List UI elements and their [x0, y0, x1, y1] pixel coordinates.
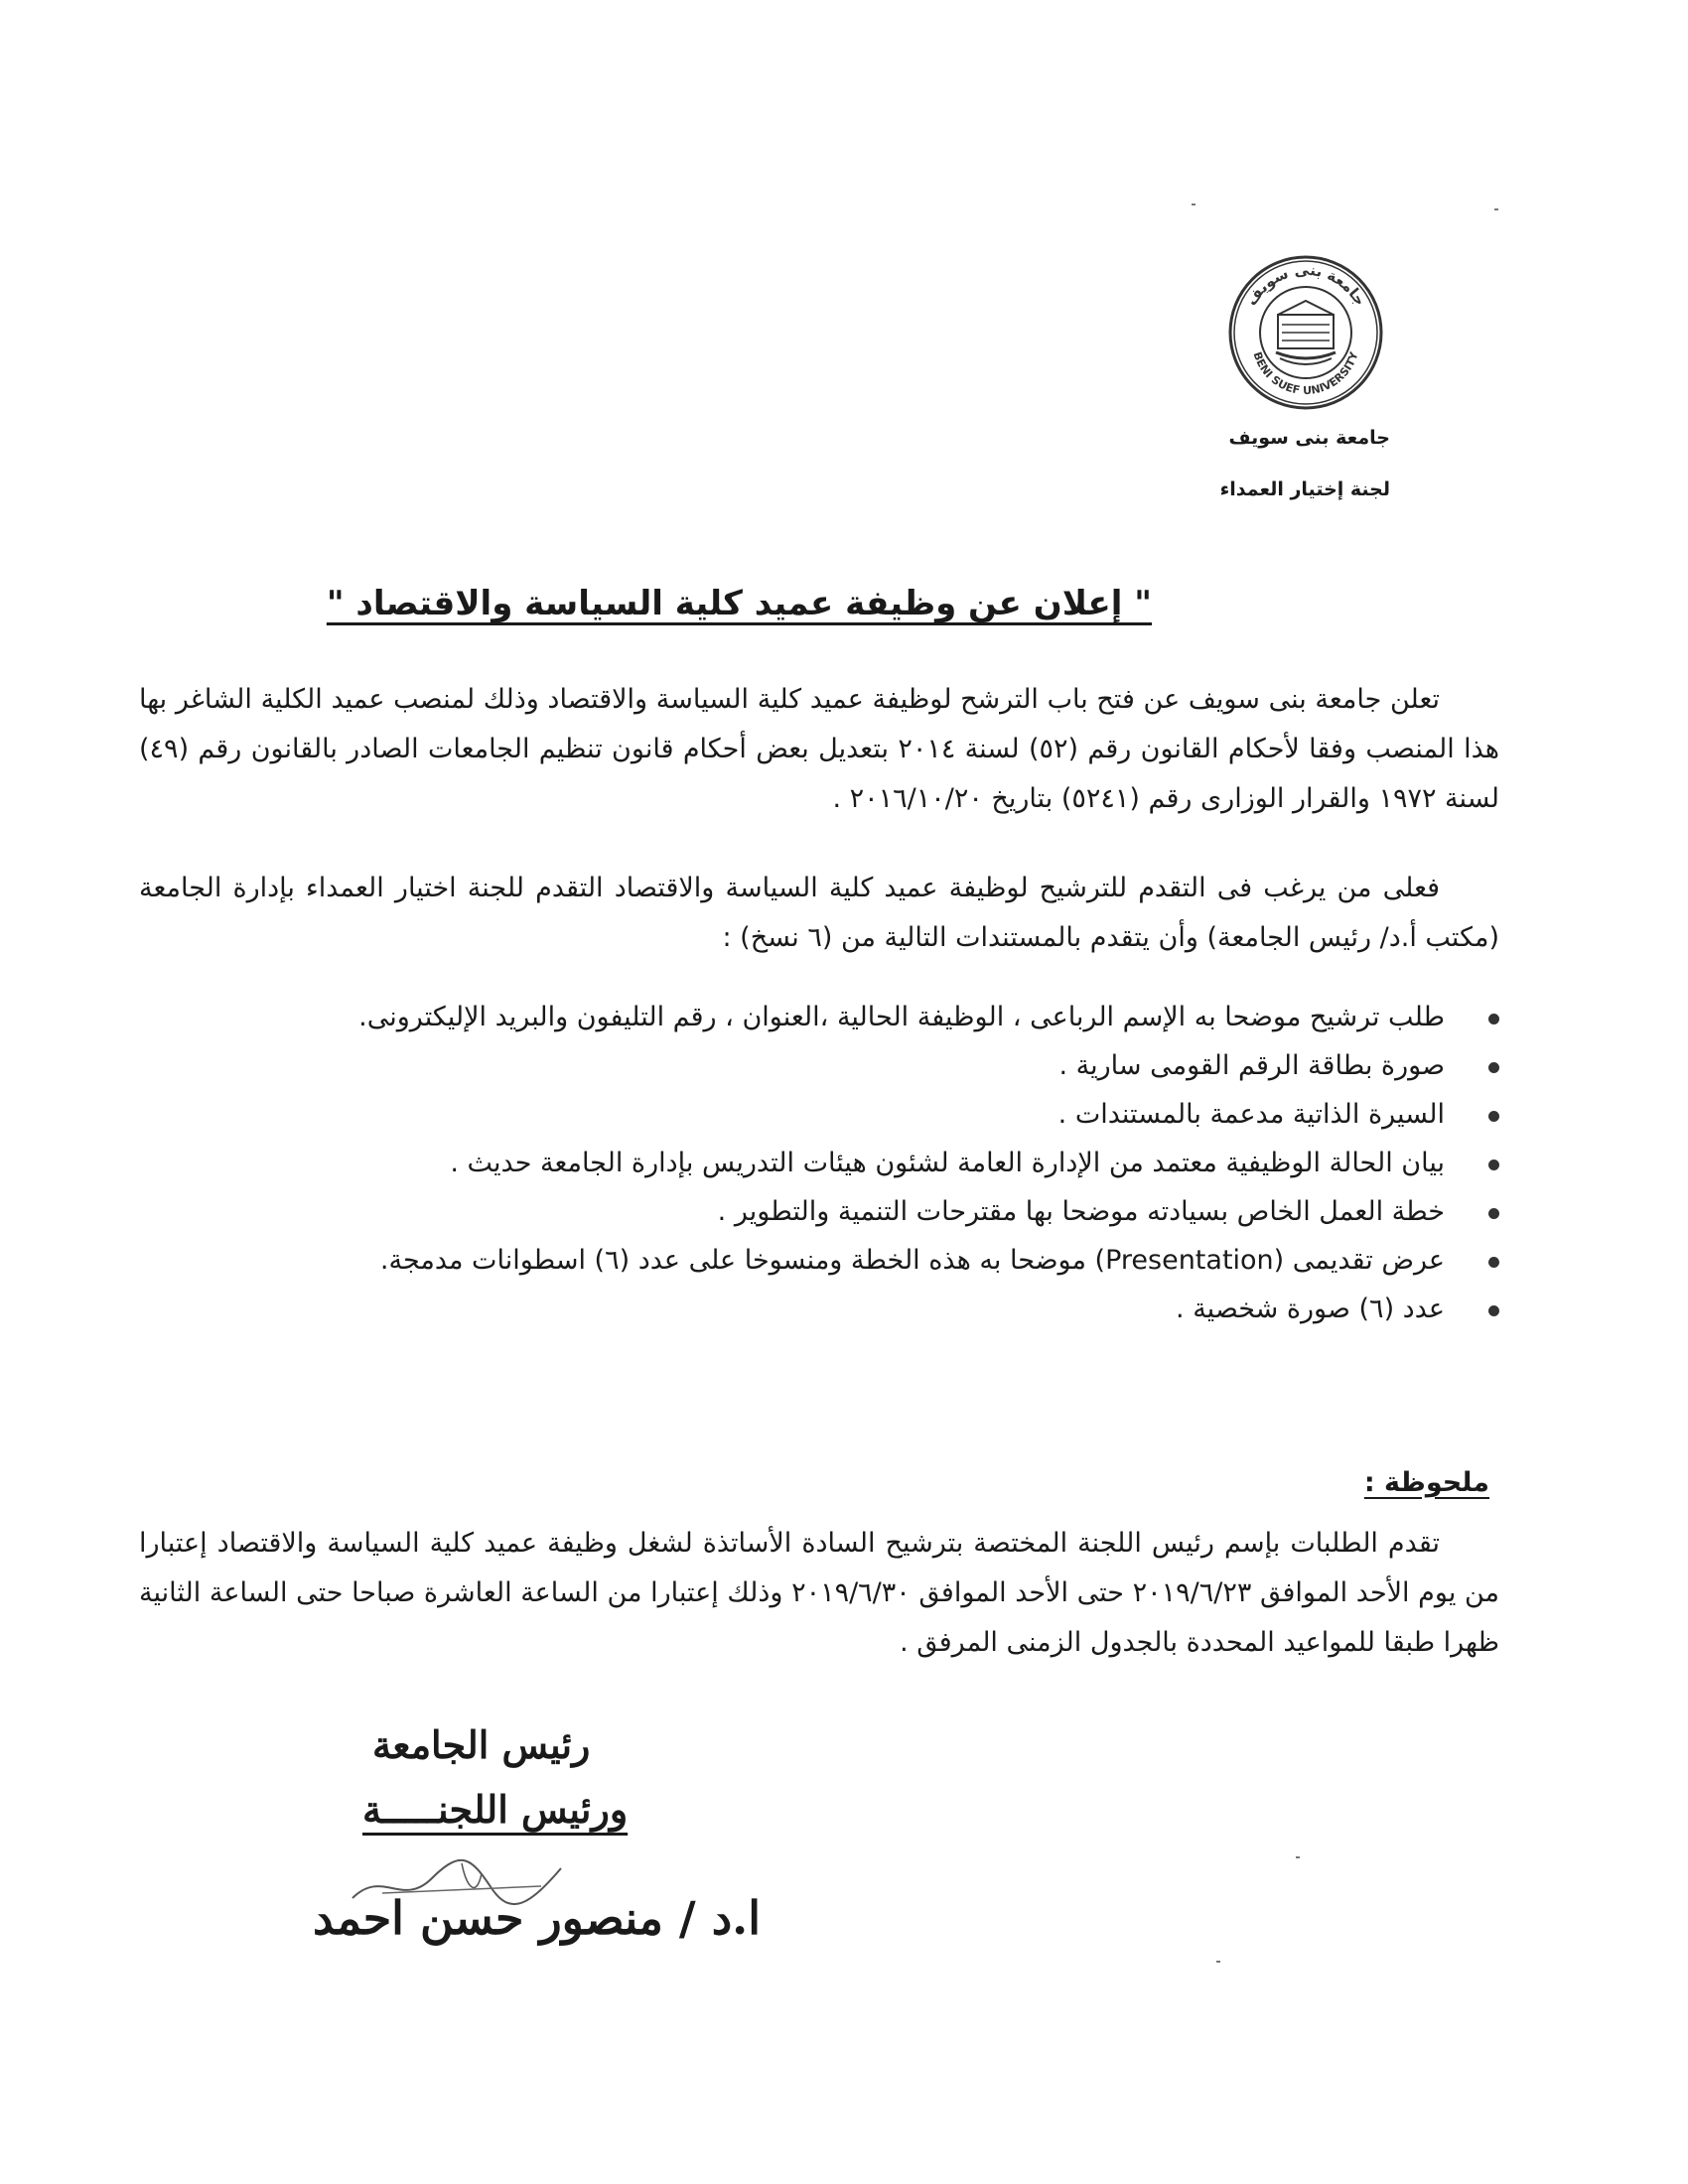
- list-item: [139, 1236, 1499, 1285]
- list-item-text: عرض تقديمى (Presentation) موضحا به هذه الخطة ومنسوخا على عدد (٦) اسطوانات مدمجة.: [379, 1245, 1445, 1276]
- scan-speck: [1192, 204, 1196, 205]
- list-item-text: بيان الحالة الوظيفية معتمد من الإدارة العامة لشئون هيئات التدريس بإدارة الجامعة حديث .: [450, 1148, 1445, 1178]
- university-name: جامعة بنى سويف: [1228, 427, 1390, 449]
- list-item: [139, 1187, 1499, 1236]
- university-logo: [1216, 253, 1395, 412]
- bullet-icon: [1488, 1257, 1499, 1268]
- list-item: [139, 1285, 1499, 1333]
- list-item-text: عدد (٦) صورة شخصية .: [1176, 1294, 1445, 1324]
- list-item-text: خطة العمل الخاص بسيادته موضحا بها مقترحات التنمية والتطوير .: [717, 1196, 1445, 1227]
- list-item: [139, 1139, 1499, 1187]
- list-item: [139, 1090, 1499, 1139]
- bullet-icon: [1488, 1062, 1499, 1073]
- list-item: [139, 1041, 1499, 1090]
- bullet-icon: [1488, 1208, 1499, 1219]
- bullet-icon: [1488, 1305, 1499, 1316]
- intro-paragraph: [139, 675, 1499, 824]
- announcement-title: " إعلان عن وظيفة عميد كلية السياسة والاقتصاد ": [326, 584, 1152, 623]
- scan-speck: [1216, 1961, 1220, 1963]
- committee-name: لجنة إختيار العمداء: [1219, 478, 1390, 500]
- note-heading: ملحوظة :: [1363, 1467, 1489, 1498]
- bullet-icon: [1488, 1111, 1499, 1122]
- seal-english-text: BENI SUEF UNIVERSITY: [1250, 349, 1361, 398]
- requirements-list: [139, 993, 1499, 1333]
- list-item: [139, 993, 1499, 1041]
- instructions-paragraph: [139, 864, 1499, 963]
- signatory-committee-title: ورئيس اللجنـــــة: [362, 1787, 629, 1832]
- signatory-title: رئيس الجامعة: [372, 1722, 591, 1767]
- list-item-text: طلب ترشيح موضحا به الإسم الرباعى ، الوظيفة الحالية ،العنوان ، رقم التليفون والبريد الإليكترونى.: [358, 1002, 1445, 1032]
- bullet-icon: [1488, 1014, 1499, 1024]
- list-item-text: السيرة الذاتية مدعمة بالمستندات .: [1057, 1099, 1445, 1130]
- university-seal-icon: [1226, 253, 1385, 412]
- seal-arabic-text: جامعة بنى سويف: [1242, 260, 1370, 310]
- scan-speck: [1494, 208, 1498, 210]
- instructions-paragraph-text: فعلى من يرغب فى التقدم للترشيح لوظيفة عميد كلية السياسة والاقتصاد التقدم للجنة اختيار العمداء بإدارة الجامعة (مكتب أ.د/ رئيس الجامعة) وأن يتقدم بالمستندات التالية من (٦ نسخ) :: [139, 873, 1499, 953]
- signatory-name: ا.د / منصور حسن احمد: [313, 1891, 761, 1945]
- intro-paragraph-text: تعلن جامعة بنى سويف عن فتح باب الترشح لوظيفة عميد كلية السياسة والاقتصاد وذلك لمنصب عميد الكلية الشاغر بها هذا المنصب وفقا لأحكام القانون رقم (٥٢) لسنة ٢٠١٤ بتعديل بعض أحكام قانون تنظيم الجامعات الصادر بالقانون رقم (٤٩) لسنة ١٩٧٢ والقرار الوزارى رقم (٥٢٤١) بتاريخ ٢٠١٦/١٠/٢٠ .: [139, 684, 1499, 814]
- scan-speck: [1296, 1856, 1300, 1858]
- note-paragraph-text: تقدم الطلبات بإسم رئيس اللجنة المختصة بترشيح السادة الأساتذة لشغل وظيفة عميد كلية السياسة والاقتصاد إعتبارا من يوم الأحد الموافق ٢٠١٩/٦/٢٣ حتى الأحد الموافق ٢٠١٩/٦/٣٠ وذلك إعتبارا من الساعة العاشرة صباحا حتى الساعة الثانية ظهرا طبقا للمواعيد المحددة بالجدول الزمنى المرفق .: [139, 1528, 1499, 1658]
- list-item-text: صورة بطاقة الرقم القومى سارية .: [1058, 1050, 1445, 1081]
- bullet-icon: [1488, 1160, 1499, 1170]
- note-paragraph: [139, 1519, 1499, 1668]
